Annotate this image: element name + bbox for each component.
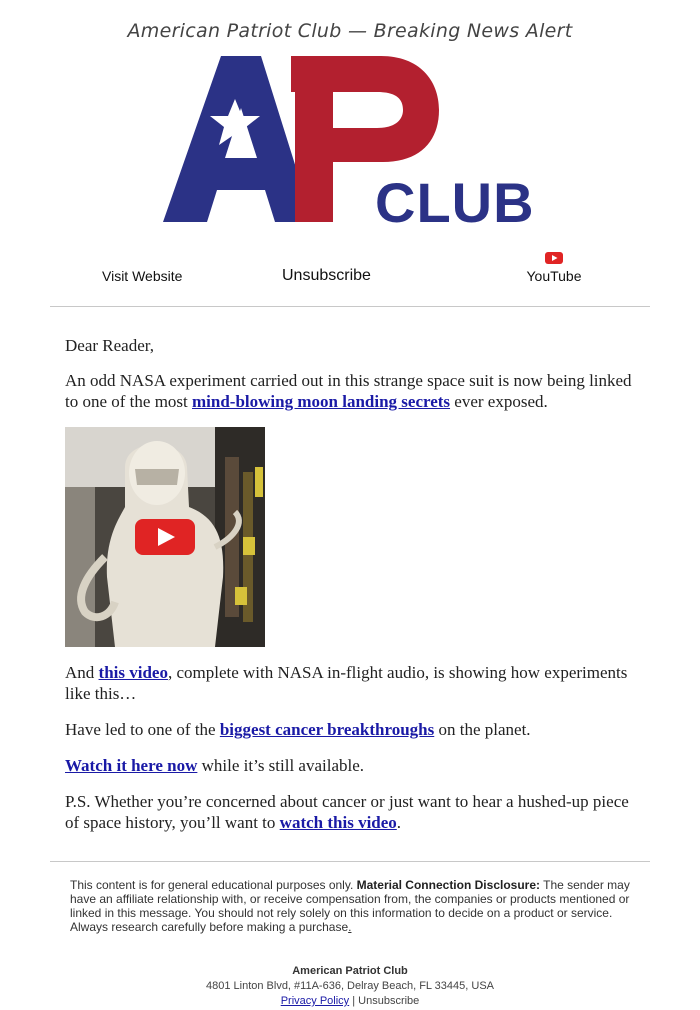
watch-text: while it’s still available. xyxy=(197,756,365,775)
footer-unsubscribe-link[interactable]: Unsubscribe xyxy=(358,995,420,1007)
video-text-2: , complete with NASA in-flight audio, is showing how experiments like this… xyxy=(65,663,628,703)
intro-text-1: An odd NASA experiment carried out in this strange space suit is now being linked to one of the most xyxy=(65,371,632,411)
watch-this-video-link[interactable]: watch this video xyxy=(279,813,397,832)
privacy-policy-link[interactable]: Privacy Policy xyxy=(280,995,350,1007)
disclaimer-intro: This content is for general educational purposes only. xyxy=(70,878,357,892)
bottom-divider xyxy=(50,861,650,862)
video-text-1: And xyxy=(65,663,99,682)
disclaimer-end-link[interactable]: . xyxy=(348,920,352,934)
greeting-text: Dear Reader, xyxy=(65,336,154,355)
ps-text-2: . xyxy=(396,813,402,832)
unsubscribe-link[interactable]: Unsubscribe xyxy=(282,267,371,284)
disclaimer-text: The sender may have an affiliate relationship with, or receive compensation from, the companies or products mentioned or linked in this message. You should not rely solely on this information to decide on a product or service. Always research carefully before making a purchase xyxy=(70,878,630,934)
cancer-text-1: Have led to one of the xyxy=(65,720,220,739)
video-thumbnail[interactable] xyxy=(65,427,265,647)
disclaimer xyxy=(70,878,640,934)
disclaimer-bold: Material Connection Disclosure: xyxy=(356,878,540,892)
ps-paragraph xyxy=(65,791,640,833)
youtube-link[interactable] xyxy=(526,252,582,284)
greeting xyxy=(65,335,640,356)
cancer-text-2: on the planet. xyxy=(434,720,531,739)
video-paragraph xyxy=(65,662,640,704)
footer-links xyxy=(0,994,700,1009)
visit-website-link[interactable]: Visit Website xyxy=(102,268,183,284)
moon-landing-secrets-link[interactable]: mind-blowing moon landing secrets xyxy=(192,392,451,411)
youtube-label: YouTube xyxy=(526,268,582,284)
header-title: American Patriot Club — Breaking News Alert xyxy=(127,20,573,42)
this-video-link[interactable]: this video xyxy=(98,663,168,682)
cancer-breakthroughs-link[interactable]: biggest cancer breakthroughs xyxy=(219,720,435,739)
watch-it-here-link[interactable]: Watch it here now xyxy=(65,756,198,775)
footer-address: 4801 Linton Blvd, #11A-636, Delray Beach, FL 33445, USA xyxy=(205,980,494,992)
cancer-paragraph xyxy=(65,719,640,740)
logo-letter-a xyxy=(163,56,313,222)
intro-text-2: ever exposed. xyxy=(450,392,548,411)
footer-org: American Patriot Club xyxy=(292,965,408,977)
space-suit-image xyxy=(65,427,265,647)
ps-text-1: P.S. Whether you’re concerned about cancer or just want to hear a hushed-up piece of space history, you’ll want to xyxy=(65,792,629,832)
youtube-icon xyxy=(545,252,563,264)
intro-paragraph xyxy=(65,370,640,412)
top-divider xyxy=(50,306,650,307)
footer xyxy=(0,964,700,1009)
footer-separator: | xyxy=(349,995,359,1007)
watch-paragraph xyxy=(65,755,640,776)
logo-club-text: CLUB xyxy=(375,171,535,230)
ap-club-logo[interactable] xyxy=(163,52,539,230)
